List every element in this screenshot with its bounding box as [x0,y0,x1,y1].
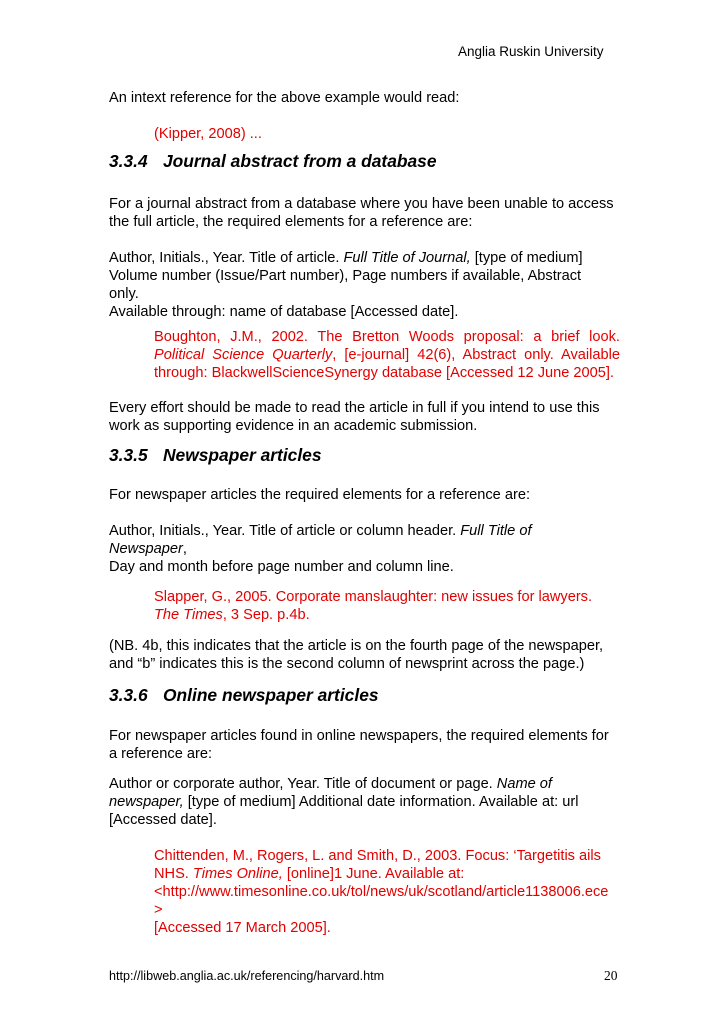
intro-text: An intext reference for the above example would read: [109,90,460,106]
section-number: 3.3.6 [109,685,148,705]
section-paragraph: For newspaper articles found in online newspapers, the required elements for a reference are: [109,728,609,762]
section-heading-3-3-6 [109,684,379,706]
intro-example: (Kipper, 2008) ... [154,126,262,142]
reference-example: Boughton, J.M., 2002. The Bretton Woods proposal: a brief look. Political Science Quarterly, [e-journal] 42(6), Abstract only. Available through: BlackwellScienceSynergy database [Accessed 12 June 2005]. [154,329,620,381]
reference-format: Author, Initials., Year. Title of article or column header. Full Title of Newspaper, Day and month before page number and column line. [109,523,532,575]
section-number: 3.3.5 [109,445,148,465]
section-title: Journal abstract from a database [163,151,437,171]
section-heading-3-3-5 [109,444,322,466]
section-heading-3-3-4 [109,150,437,172]
reference-format: Author or corporate author, Year. Title of document or page. Name of newspaper, [type of medium] Additional date information. Available at: url [Accessed date]. [109,776,579,828]
page-number: 20 [604,968,618,983]
running-header: Anglia Ruskin University [458,44,604,59]
section-note: Every effort should be made to read the article in full if you intend to use this work as supporting evidence in an academic submission. [109,400,600,434]
section-paragraph: For newspaper articles the required elements for a reference are: [109,487,530,503]
section-number: 3.3.4 [109,151,148,171]
section-title: Newspaper articles [163,445,322,465]
section-paragraph: For a journal abstract from a database where you have been unable to access the full article, the required elements for a reference are: [109,196,614,230]
reference-example: Slapper, G., 2005. Corporate manslaughter: new issues for lawyers. The Times, 3 Sep. p.4b. [154,589,593,623]
reference-format: Author, Initials., Year. Title of article. Full Title of Journal, [type of medium] Volume number (Issue/Part number), Page numbers if available, Abstract only. Available through: name of database [Accessed date]. [109,250,583,320]
section-title: Online newspaper articles [163,685,379,705]
reference-example: Chittenden, M., Rogers, L. and Smith, D., 2003. Focus: ‘Targetitis ails NHS. Times Online, [online]1 June. Available at: <http://www.timesonline.co.uk/tol/news/uk/scotland/article1138006.ece > [Accessed 17 March 2005]. [154,848,609,936]
footer-url: http://libweb.anglia.ac.uk/referencing/harvard.htm [109,969,385,983]
section-note: (NB. 4b, this indicates that the article is on the fourth page of the newspaper, and “b” indicates this is the second column of newsprint across the page.) [109,638,604,672]
